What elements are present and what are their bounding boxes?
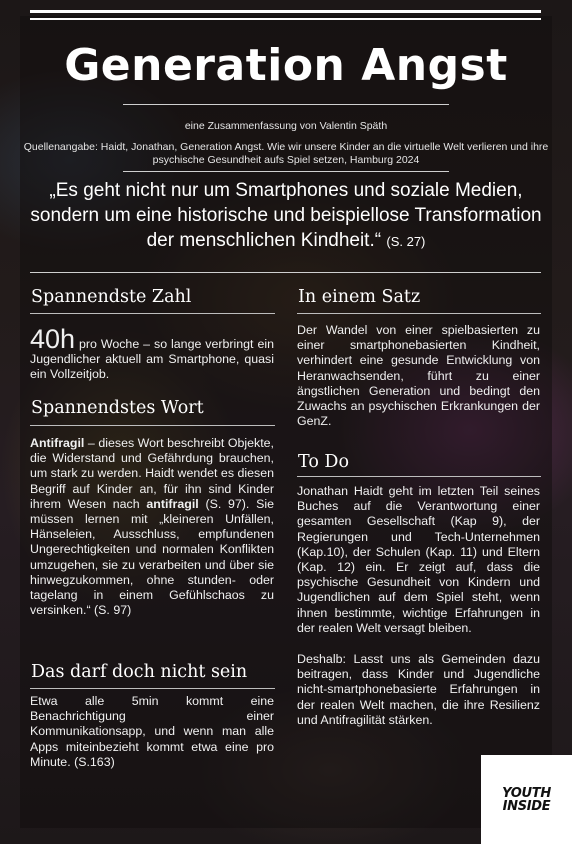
zahl-description: pro Woche – so lange verbringt ein Jugendlicher aktuell am Smartphone, quasi ein Vollzeitjob.	[30, 337, 274, 382]
wort-term-2: antifragil	[146, 496, 199, 511]
divider-satz	[297, 313, 541, 314]
divider-wort	[30, 425, 275, 426]
quote-divider	[30, 272, 541, 273]
page-title: Generation Angst	[64, 40, 508, 91]
quote-text: „Es geht nicht nur um Smartphones und soziale Medien, sondern um eine historische und beispiellose Transformation der menschlichen Kindheit.“	[30, 180, 542, 251]
logo-line-1: YOUTH	[502, 785, 551, 801]
title-divider	[123, 104, 449, 105]
quote-citation: (S. 27)	[386, 234, 426, 249]
youth-inside-logo	[481, 755, 572, 844]
satz-text: Der Wandel von einer spielbasierten zu einer smartphonebasierten Kindheit, verhindert eine gesunde Entwicklung von Heranwachsenden, führt zu einer ängstlichen Generation und bedingt den Zuwachs an psychischen Erkrankungen der GenZ.	[297, 323, 540, 429]
section-title-darf-nicht: Das darf doch nicht sein	[31, 662, 248, 682]
source-line-2: psychische Gesundheit aufs Spiel setzen, Hamburg 2024	[152, 154, 420, 166]
logo-line-2: INSIDE	[502, 798, 551, 814]
section-title-satz: In einem Satz	[298, 287, 421, 307]
wort-text-2: (S. 97). Sie müssen lernen mit „kleineren Unfällen, Hänseleien, Ausschluss, empfundenen Ungerechtigkeiten und normalen Konflikten umzugehen, sie zu verarbeiten und über sie hinwegzukommen, ohne stunden- oder tagelang in einem Gefühlschaos zu versinken.“ (S. 97)	[30, 496, 274, 618]
section-title-zahl: Spannendste Zahl	[31, 287, 192, 307]
divider-darf-nicht	[30, 688, 275, 689]
divider-todo	[297, 476, 541, 477]
section-title-todo: To Do	[298, 452, 349, 472]
wort-text-1: – dieses Wort beschreibt Objekte, die Widerstand und Gefährdung brauchen, um stark zu werden. Haidt wendet es diesen Begriff auf Kinder an, für ihn sind Kinder ihrem Wesen nach	[30, 436, 274, 511]
wort-text	[30, 436, 274, 618]
todo-text-2: Deshalb: Lasst uns als Gemeinden dazu beitragen, dass Kinder und Jugendliche nicht-smartphonebasierte Erfahrungen in der realen Welt machen, die ihre Resilienz und Antifragilität stärken.	[297, 652, 540, 727]
section-title-wort: Spannendstes Wort	[31, 398, 204, 418]
main-quote	[22, 178, 550, 254]
todo-text-1: Jonathan Haidt geht im letzten Teil seines Buches auf die Verantwortung einer gesamten Gesellschaft (Kap 9), der Regierungen und Tech-Unternehmen (Kap.10), der Schulen (Kap. 11) und Eltern (Kap. 12) ein. Er zeigt auf, dass die psychische Gesundheit von Kindern und Jugendlichen auf dem Spiel steht, wenn ihnen bestimmte, wichtige Erfahrungen in der realen Welt versagt bleiben.	[297, 484, 540, 635]
top-rule-2	[30, 18, 541, 20]
wort-term: Antifragil	[30, 436, 85, 450]
source-divider	[123, 171, 449, 172]
zahl-number: 40h	[30, 324, 76, 354]
divider-zahl	[30, 313, 275, 314]
zahl-text	[30, 324, 274, 383]
darf-nicht-text: Etwa alle 5min kommt eine Benachrichtigung einer Kommunikationsapp, und wenn man alle Apps miteinbezieht kommt etwa eine pro Minute. (S.163)	[30, 694, 274, 769]
source-line-1: Quellenangabe: Haidt, Jonathan, Generation Angst. Wie wir unsere Kinder an die virtuelle Welt verlieren und ihre	[23, 141, 549, 153]
author-line: eine Zusammenfassung von Valentin Späth	[184, 120, 388, 132]
top-rule-1	[30, 10, 541, 13]
